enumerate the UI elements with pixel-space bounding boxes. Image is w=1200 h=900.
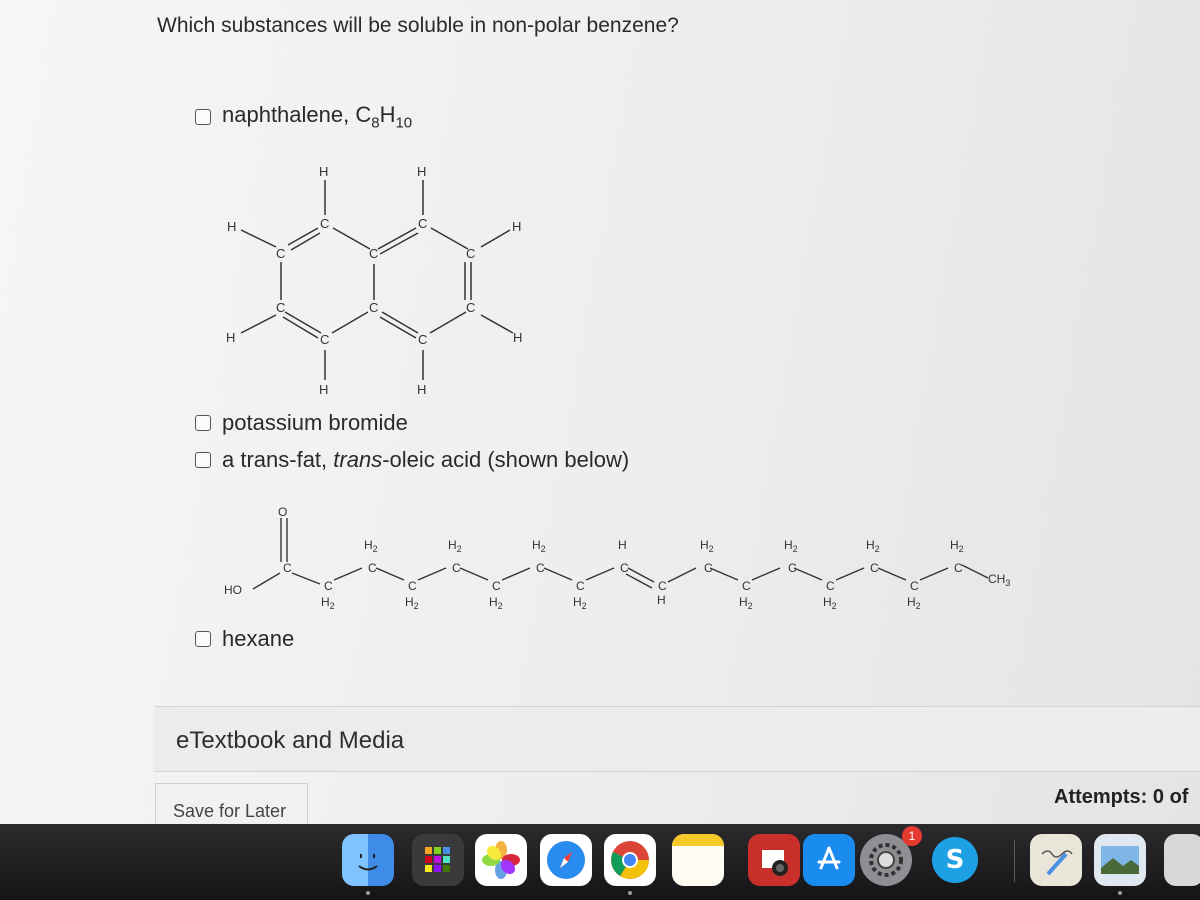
atom-h2: $H_2$ <box>405 595 419 611</box>
atom-c: C <box>658 579 667 593</box>
atom-c: C <box>369 246 379 261</box>
atom-h: H <box>657 593 666 607</box>
notes-icon[interactable] <box>672 834 724 886</box>
atom-c: C <box>620 561 629 575</box>
atom-c: C <box>466 300 476 315</box>
etextbook-media-label: eTextbook and Media <box>176 727 405 754</box>
atom-c: C <box>452 561 461 575</box>
option-naphthalene-label: naphthalene, $C_8H_{10}$ <box>222 102 413 132</box>
checkbox-hexane[interactable] <box>195 631 211 647</box>
atom-h2: $H_2$ <box>489 595 503 611</box>
atom-c: C <box>742 579 751 593</box>
atom-h2: $H_2$ <box>907 595 921 611</box>
notification-badge: 1 <box>902 826 922 846</box>
atom-h2: $H_2$ <box>784 538 798 554</box>
photo-booth-icon[interactable] <box>748 834 800 886</box>
option-hexane[interactable] <box>195 626 294 652</box>
option-potassium-bromide-label: potassium bromide <box>222 410 408 435</box>
atom-c: C <box>576 579 585 593</box>
atom-h2: $H_2$ <box>823 595 837 611</box>
atom-ch3: $CH_3$ <box>988 572 1011 588</box>
atom-c: C <box>369 300 379 315</box>
atom-h2: $H_2$ <box>321 595 335 611</box>
finder-icon[interactable] <box>342 834 394 886</box>
save-for-later-button[interactable]: Save for Later <box>155 783 308 825</box>
atom-h: H <box>618 538 627 552</box>
skype-icon[interactable]: S <box>932 837 978 883</box>
attempts-counter: Attempts: 0 of <box>1054 786 1189 808</box>
atom-c: C <box>408 579 417 593</box>
etextbook-media-section[interactable] <box>154 706 1200 772</box>
atom-c: C <box>466 246 476 261</box>
safari-icon[interactable] <box>540 834 592 886</box>
atom-c: C <box>870 561 879 575</box>
atom-c: C <box>320 332 330 347</box>
launchpad-icon[interactable] <box>412 834 464 886</box>
option-trans-fat-label: a trans-fat, trans-oleic acid (shown below) <box>222 447 630 472</box>
atom-c: C <box>536 561 545 575</box>
atom-h2: $H_2$ <box>364 538 378 554</box>
macos-dock <box>0 824 1200 900</box>
atom-h2: $H_2$ <box>739 595 753 611</box>
atom-c: C <box>418 332 428 347</box>
atom-h: H <box>226 330 236 345</box>
atom-c: C <box>704 561 713 575</box>
atom-h2: $H_2$ <box>950 538 964 554</box>
atom-c: C <box>826 579 835 593</box>
atom-h2: $H_2$ <box>573 595 587 611</box>
question-text: Which substances will be soluble in non-polar benzene? <box>157 14 679 37</box>
atom-c: C <box>320 216 330 231</box>
atom-h: H <box>227 219 237 234</box>
preview-icon[interactable] <box>1030 834 1082 886</box>
atom-c: C <box>954 561 963 575</box>
atom-h: H <box>513 330 523 345</box>
atom-c: C <box>418 216 428 231</box>
atom-h: H <box>319 382 329 397</box>
dock-divider <box>1014 840 1015 882</box>
atom-c: C <box>324 579 333 593</box>
atom-c: C <box>276 300 286 315</box>
atom-h: H <box>417 164 427 179</box>
atom-c: C <box>276 246 286 261</box>
atom-ho: HO <box>224 583 242 597</box>
atom-c: C <box>368 561 377 575</box>
atom-c: C <box>788 561 797 575</box>
chrome-icon[interactable] <box>604 834 656 886</box>
partial-app-icon[interactable] <box>1164 834 1200 886</box>
app-store-icon[interactable] <box>803 834 855 886</box>
atom-h2: $H_2$ <box>866 538 880 554</box>
photos-icon[interactable] <box>475 834 527 886</box>
photos-library-icon[interactable] <box>1094 834 1146 886</box>
atom-c: C <box>283 561 292 575</box>
atom-h: H <box>319 164 329 179</box>
atom-h2: $H_2$ <box>700 538 714 554</box>
option-hexane-label: hexane <box>222 626 295 651</box>
atom-c: C <box>492 579 501 593</box>
atom-h: H <box>417 382 427 397</box>
atom-h2: $H_2$ <box>448 538 462 554</box>
atom-c: C <box>910 579 919 593</box>
atom-h: H <box>512 219 522 234</box>
atom-h2: $H_2$ <box>532 538 546 554</box>
atom-o: O <box>278 505 288 519</box>
